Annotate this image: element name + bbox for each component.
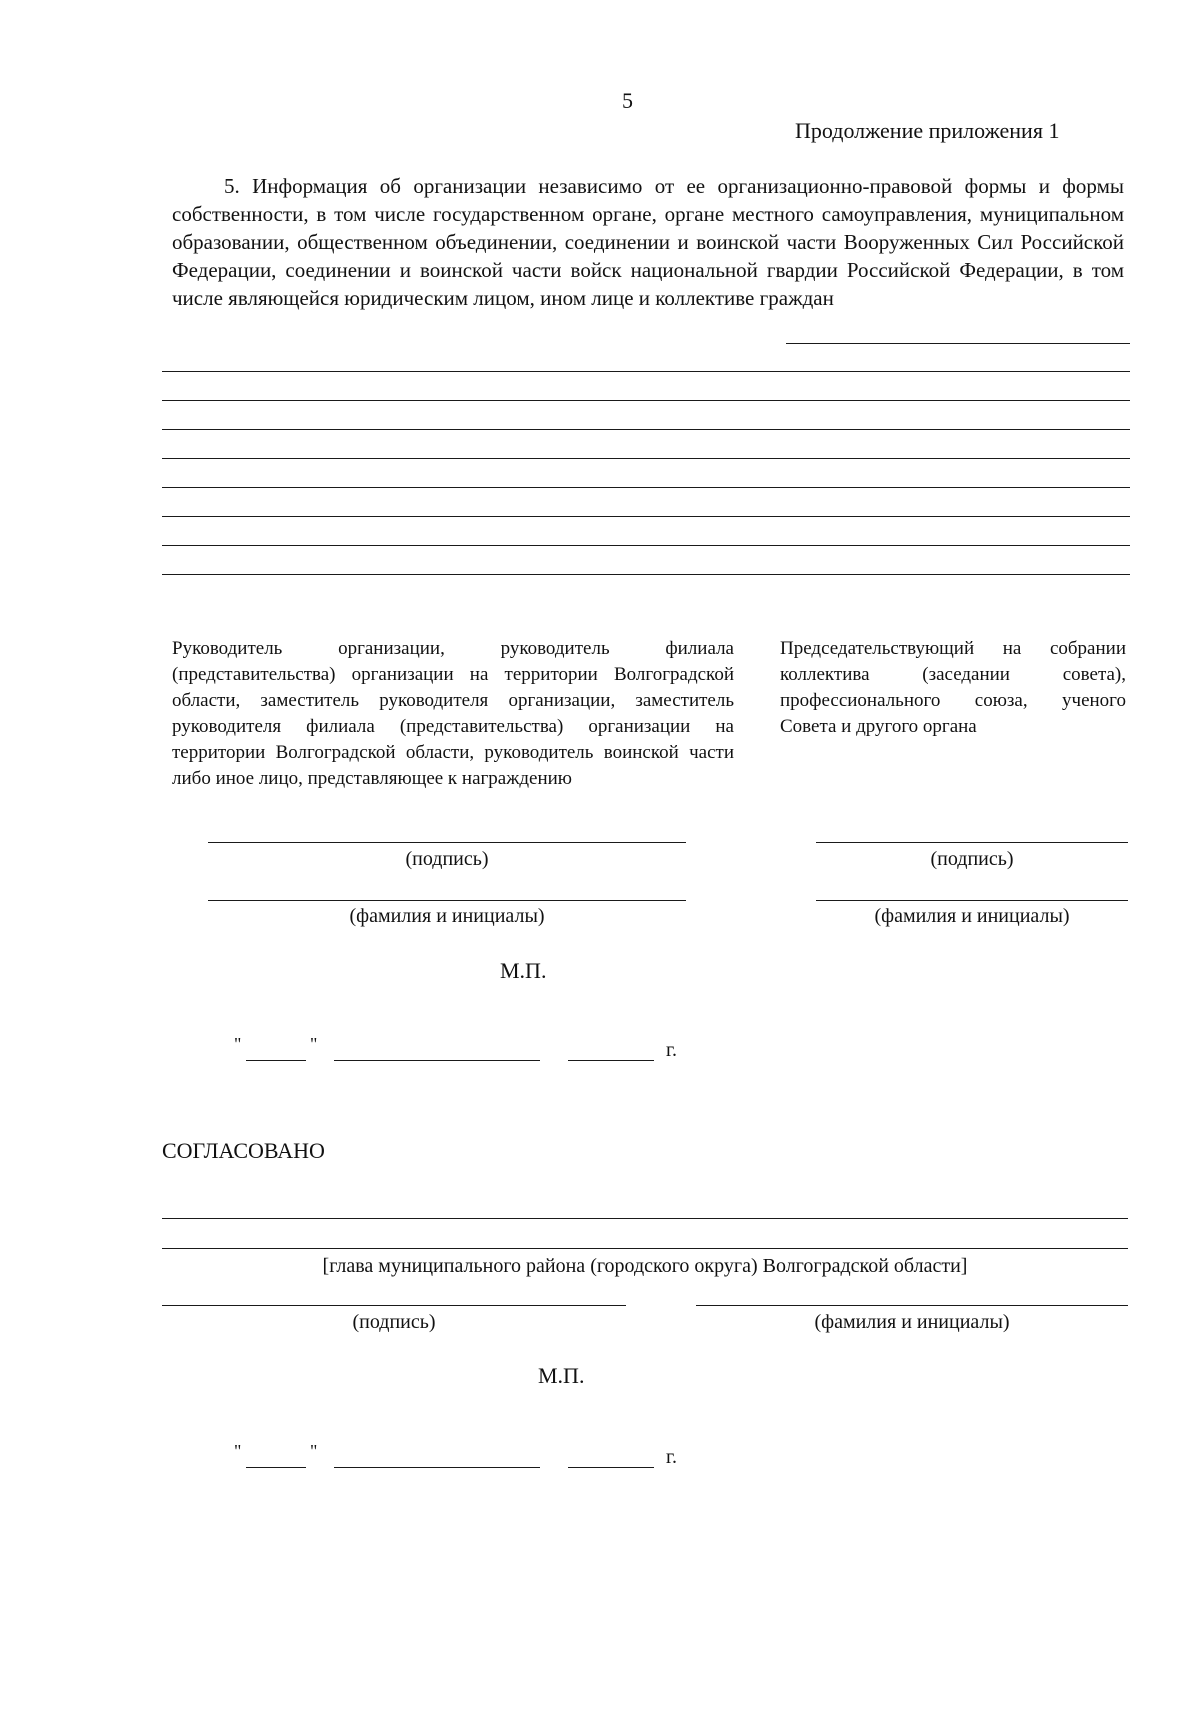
left-signature-caption: (подпись): [405, 848, 489, 870]
left-signature-line[interactable]: [208, 842, 686, 843]
right-signature-caption: (подпись): [930, 848, 1014, 870]
right-signer-description: Председательствующий на собрании коллектива (заседании совета), профессионального союза, ученого Совета и другого органа: [780, 638, 1126, 737]
approval-fill-line[interactable]: [162, 1218, 1128, 1219]
right-signature-line[interactable]: [816, 842, 1128, 843]
right-name-caption: (фамилия и инициалы): [874, 905, 1070, 927]
date-month-line[interactable]: [334, 1060, 540, 1061]
fill-line[interactable]: [162, 487, 1130, 488]
date-year-line[interactable]: [568, 1060, 654, 1061]
left-signer-description: Руководитель организации, руководитель филиала (представительства) организации на территории Волгоградской области, заместитель руководителя организации, заместитель руководителя филиала (представительства) организации на территории Волгоградской области, руководитель воинской части либо иное лицо, представляющее к награждению: [172, 638, 734, 789]
fill-line[interactable]: [786, 343, 1130, 344]
left-name-line[interactable]: [208, 900, 686, 901]
approval-date-day-line[interactable]: [246, 1467, 306, 1468]
date-quote-close: ": [310, 1034, 318, 1054]
fill-line[interactable]: [162, 516, 1130, 517]
approval-name-line[interactable]: [696, 1305, 1128, 1306]
approval-date-quote-open: ": [234, 1441, 242, 1461]
fill-line[interactable]: [162, 400, 1130, 401]
approval-fill-line[interactable]: [162, 1248, 1128, 1249]
approval-date-year-line[interactable]: [568, 1467, 654, 1468]
fill-line[interactable]: [162, 574, 1130, 575]
stamp-label: М.П.: [500, 958, 547, 983]
approval-date-month-line[interactable]: [334, 1467, 540, 1468]
approval-date-year-suffix: г.: [666, 1446, 677, 1468]
fill-line[interactable]: [162, 458, 1130, 459]
approval-stamp-label: М.П.: [538, 1363, 585, 1388]
left-name-caption: (фамилия и инициалы): [349, 905, 545, 927]
approval-signature-line[interactable]: [162, 1305, 626, 1306]
page-number: 5: [622, 88, 633, 113]
date-day-line[interactable]: [246, 1060, 306, 1061]
date-quote-open: ": [234, 1034, 242, 1054]
date-year-suffix: г.: [666, 1039, 677, 1061]
approval-name-caption: (фамилия и инициалы): [814, 1311, 1010, 1333]
approval-signature-caption: (подпись): [352, 1311, 436, 1333]
continuation-label: Продолжение приложения 1: [795, 118, 1060, 143]
section-5-text: 5. Информация об организации независимо от ее организационно-правовой формы и формы собственности, в том числе государственном органе, органе местного самоуправления, муниципальном образовании, общественном объединении, соединении и воинской части Вооруженных Сил Российской Федерации, соединении и воинской части войск национальной гвардии Российской Федерации, в том числе являющейся юридическим лицом, ином лице и коллективе граждан: [172, 174, 1124, 310]
approval-heading: СОГЛАСОВАНО: [162, 1138, 325, 1163]
fill-line[interactable]: [162, 429, 1130, 430]
fill-line[interactable]: [162, 371, 1130, 372]
right-name-line[interactable]: [816, 900, 1128, 901]
fill-line[interactable]: [162, 545, 1130, 546]
approval-head-caption: [глава муниципального района (городского округа) Волгоградской области]: [322, 1255, 968, 1277]
approval-date-quote-close: ": [310, 1441, 318, 1461]
